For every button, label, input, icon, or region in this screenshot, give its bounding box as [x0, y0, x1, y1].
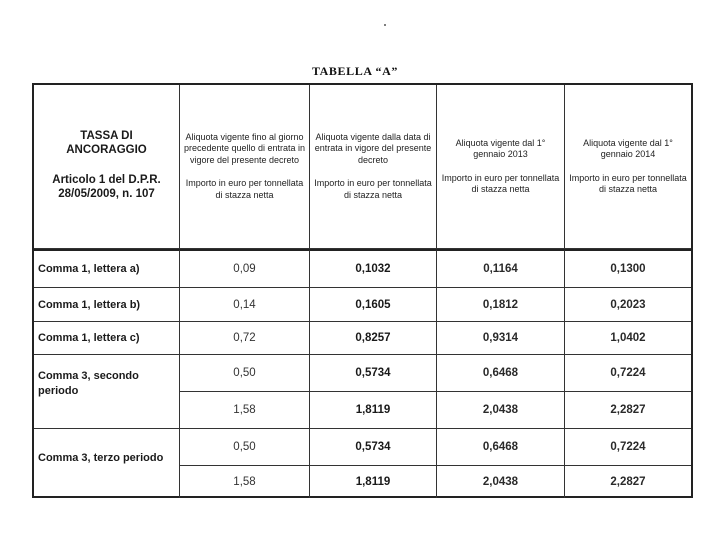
header-col-1 [180, 85, 310, 249]
table-cell: 0,72 [180, 322, 310, 355]
table-cell: 0,5734 [310, 429, 437, 466]
table-cell: 0,9314 [437, 322, 565, 355]
table-cell: 0,1812 [437, 288, 565, 322]
header-col-4-description: Aliquota vigente dal 1° gennaio 2014 [583, 137, 673, 159]
header-main-line1: TASSA DI [80, 129, 133, 142]
table-cell: 0,1605 [310, 288, 437, 322]
header-col-2-description: Aliquota vigente dalla data di entrata in vigore del presente decreto [314, 131, 432, 165]
row-label-comma3-secondo: Comma 3, secondo periodo [34, 355, 180, 429]
table-cell: 0,5734 [310, 355, 437, 392]
header-col-2-unit: Importo in euro per tonnellata di stazza netta [314, 178, 432, 200]
header-col-3-unit: Importo in euro per tonnellata di stazza netta [441, 172, 560, 194]
header-col-2 [310, 85, 437, 249]
table-cell: 2,0438 [437, 466, 565, 498]
table-cell: 2,2827 [565, 392, 691, 429]
table-cell: 1,8119 [310, 392, 437, 429]
tariff-table [32, 83, 693, 498]
header-main-line3: Articolo 1 del D.P.R. [52, 173, 161, 186]
header-col-4 [565, 85, 691, 249]
header-main-cell [34, 85, 180, 249]
row-label-comma3-terzo: Comma 3, terzo periodo [34, 429, 180, 498]
table-cell: 0,14 [180, 288, 310, 322]
header-main-line2: ANCORAGGIO [66, 143, 147, 156]
table-cell: 0,50 [180, 429, 310, 466]
table-cell: 2,0438 [437, 392, 565, 429]
table-cell: 0,09 [180, 249, 310, 288]
header-col-1-description: Aliquota vigente fino al giorno precedente quello di entrata in vigore del presente decreto [183, 131, 306, 165]
table-cell: 0,6468 [437, 429, 565, 466]
table-cell: 0,7224 [565, 355, 691, 392]
table-cell: 0,6468 [437, 355, 565, 392]
table-cell: 0,1300 [565, 249, 691, 288]
table-cell: 1,8119 [310, 466, 437, 498]
table-title: TABELLA “A” [311, 64, 399, 78]
header-col-1-unit: Importo in euro per tonnellata di stazza netta [185, 178, 304, 200]
table-cell: 2,2827 [610, 476, 646, 488]
header-main-line4: 28/05/2009, n. 107 [58, 187, 155, 200]
header-col-3 [437, 85, 565, 249]
header-col-4-unit: Importo in euro per tonnellata di stazza netta [569, 172, 687, 194]
table-cell: 0,2023 [565, 288, 691, 322]
row-label-comma1-c: Comma 1, lettera c) [34, 322, 180, 355]
table-cell: 0,50 [180, 355, 310, 392]
scan-speck [384, 24, 386, 26]
table-cell: 0,1032 [310, 249, 437, 288]
table-cell: 1,0402 [565, 322, 691, 355]
table-cell: 0,7224 [565, 429, 691, 466]
row-label-comma1-a: Comma 1, lettera a) [34, 249, 180, 288]
table-cell: 0,8257 [310, 322, 437, 355]
header-col-3-description: Aliquota vigente dal 1° gennaio 2013 [455, 137, 546, 159]
row-label-comma1-b: Comma 1, lettera b) [34, 288, 180, 322]
table-cell: 1,58 [180, 392, 310, 429]
table-cell: 0,1164 [437, 249, 565, 288]
table-cell: 1,58 [180, 466, 310, 498]
